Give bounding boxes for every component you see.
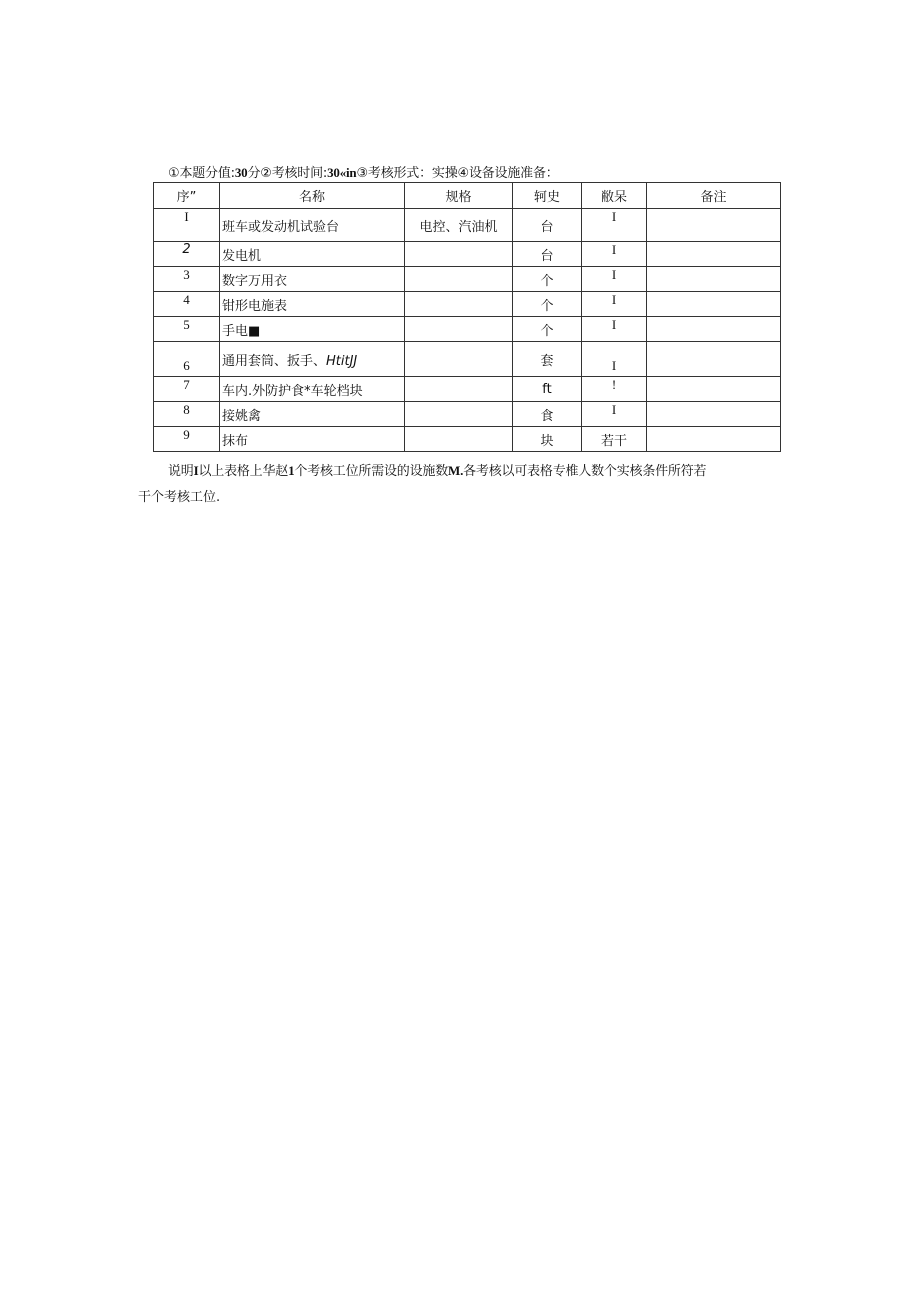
row-name: 手电■ — [220, 317, 405, 342]
row-name: 数字万用衣 — [220, 267, 405, 292]
row-name: 发电机 — [220, 242, 405, 267]
header-unit: 轲史 — [513, 183, 582, 209]
name-latin-part: HtitJJ — [326, 353, 358, 369]
row-name: 钳形电施表 — [220, 292, 405, 317]
row-qty: I — [582, 402, 647, 427]
row-remark — [647, 377, 781, 402]
row-qty: I — [582, 317, 647, 342]
note-text-continued: 干个考核工位. — [138, 490, 221, 505]
header-spec: 规格 — [405, 183, 513, 209]
row-no: I — [154, 209, 220, 242]
row-unit: 个 — [513, 292, 582, 317]
row-spec — [405, 402, 513, 427]
row-unit: 个 — [513, 267, 582, 292]
row-unit: ft — [513, 377, 582, 402]
row-no: 3 — [154, 267, 220, 292]
row-spec — [405, 427, 513, 452]
row-unit: 套 — [513, 342, 582, 377]
row-qty: ! — [582, 377, 647, 402]
row-spec — [405, 317, 513, 342]
row-qty: I — [582, 242, 647, 267]
table-row — [154, 242, 781, 267]
row-unit: 台 — [513, 242, 582, 267]
table-row — [154, 402, 781, 427]
row-qty: I — [582, 209, 647, 242]
time-value: 30«in — [327, 165, 357, 180]
row-no: 8 — [154, 402, 220, 427]
row-remark — [647, 242, 781, 267]
row-remark — [647, 209, 781, 242]
row-qty: I — [582, 292, 647, 317]
row-remark — [647, 402, 781, 427]
header-remark: 备注 — [647, 183, 781, 209]
row-spec — [405, 377, 513, 402]
row-remark — [647, 292, 781, 317]
row-name: 通用套筒、扳手、HtitJJ — [220, 342, 405, 377]
row-unit: 台 — [513, 209, 582, 242]
row-remark — [647, 267, 781, 292]
row-spec — [405, 242, 513, 267]
row-no: 4 — [154, 292, 220, 317]
row-unit: 块 — [513, 427, 582, 452]
row-name: 班车或发动机试验台 — [220, 209, 405, 242]
row-no: 2 — [154, 242, 220, 267]
table-row — [154, 342, 781, 377]
equipment-table — [153, 182, 781, 452]
row-unit: 食 — [513, 402, 582, 427]
row-qty: I — [582, 267, 647, 292]
note-text: 说明I以上表格上华赵1个考核工位所需设的设施数M.各考核以可表格专椎人数个实核条件所符若 — [168, 463, 707, 479]
row-name: 接姚禽 — [220, 402, 405, 427]
row-unit: 个 — [513, 317, 582, 342]
row-spec: 电控、汽油机 — [405, 209, 513, 242]
table-row — [154, 292, 781, 317]
header-name: 名称 — [220, 183, 405, 209]
table-row — [154, 317, 781, 342]
question-header: ①本题分值:30分②考核时间:30«in③考核形式：实操④设备设施准备： — [168, 165, 559, 181]
row-spec — [405, 292, 513, 317]
row-qty: I — [582, 342, 647, 377]
score-value: 30 — [234, 165, 248, 180]
header-no: 序” — [154, 183, 220, 209]
row-name: 车内.外防护食*车轮档块 — [220, 377, 405, 402]
table-row — [154, 209, 781, 242]
row-no: 7 — [154, 377, 220, 402]
row-remark — [647, 427, 781, 452]
header-qty: 敝呆 — [582, 183, 647, 209]
row-no: 6 — [154, 342, 220, 377]
row-no: 9 — [154, 427, 220, 452]
row-name: 抹布 — [220, 427, 405, 452]
row-no: 5 — [154, 317, 220, 342]
row-qty: 若干 — [582, 427, 647, 452]
table-row — [154, 377, 781, 402]
table-header-row — [154, 183, 781, 209]
row-remark — [647, 342, 781, 377]
row-remark — [647, 317, 781, 342]
table-row — [154, 267, 781, 292]
row-spec — [405, 342, 513, 377]
row-spec — [405, 267, 513, 292]
table-row — [154, 427, 781, 452]
